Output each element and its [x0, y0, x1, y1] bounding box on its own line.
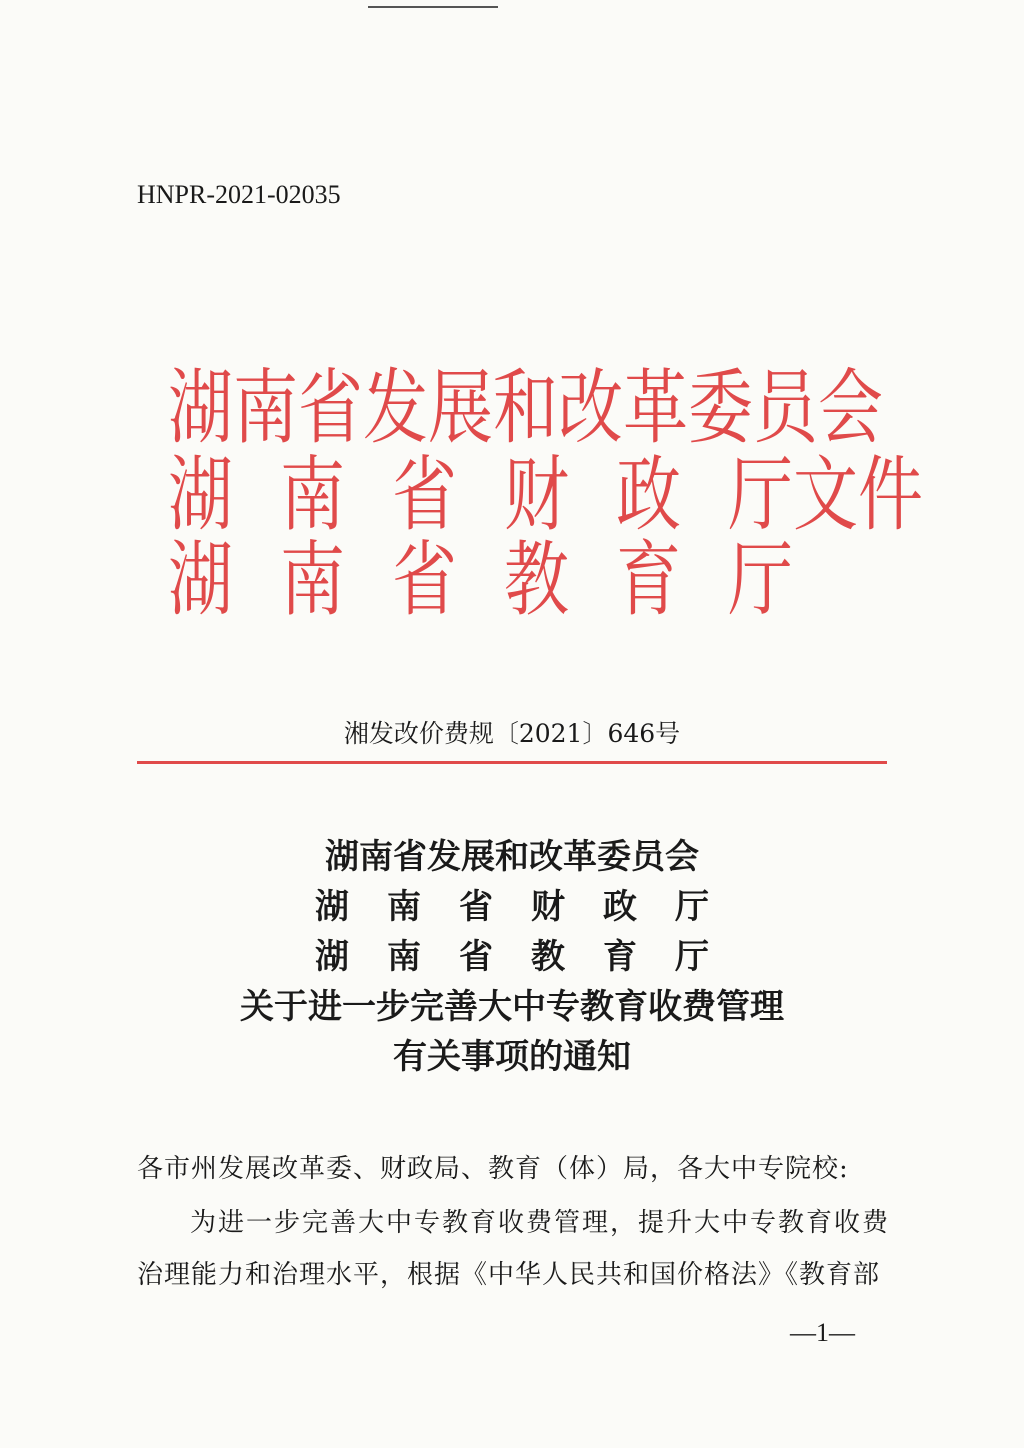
red-header-char: 厅文件	[728, 448, 924, 543]
red-header-char: 省	[392, 533, 458, 628]
red-header-char: 厅	[728, 533, 794, 628]
title-char: 南	[387, 937, 421, 977]
title-subject-1: 关于进一步完善大中专教育收费管理	[240, 987, 784, 1027]
red-header-char: 育	[616, 533, 682, 628]
title-char: 财	[531, 887, 565, 927]
title-issuer-3	[0, 932, 1024, 982]
title-char: 省	[459, 887, 493, 927]
red-header-char: 湖	[168, 533, 234, 628]
document-code: HNPR-2021-02035	[137, 180, 341, 209]
red-header-char: 南	[280, 533, 346, 628]
top-scan-mark	[368, 6, 498, 8]
red-header-char: 南	[280, 448, 346, 543]
title-char: 厅	[675, 887, 709, 927]
salutation: 各市州发展改革委、财政局、教育（体）局，各大中专院校:	[137, 1154, 849, 1184]
page-number: —1—	[790, 1318, 855, 1347]
red-divider-line	[137, 761, 887, 764]
red-header-char: 省	[392, 448, 458, 543]
title-char: 政	[603, 887, 637, 927]
title-issuer-1: 湖南省发展和改革委员会	[325, 837, 699, 877]
title-char: 南	[387, 887, 421, 927]
red-header-char: 政	[616, 448, 682, 543]
document-number: 湘发改价费规〔2021〕646号	[343, 719, 681, 748]
title-char: 省	[459, 937, 493, 977]
body-paragraph-line-2: 治理能力和治理水平，根据《中华人民共和国价格法》《教育部	[137, 1260, 881, 1290]
red-header-line-3	[168, 533, 794, 628]
red-header-line-1: 湖南省发展和改革委员会	[168, 361, 884, 456]
title-char: 育	[603, 937, 637, 977]
body-paragraph-line-1: 为进一步完善大中专教育收费管理，提升大中专教育收费	[190, 1208, 891, 1238]
title-char: 湖	[315, 887, 349, 927]
title-char: 厅	[675, 937, 709, 977]
red-header-line-2	[168, 448, 924, 543]
red-header-char: 财	[504, 448, 570, 543]
title-char: 教	[531, 937, 565, 977]
title-subject-2: 有关事项的通知	[393, 1037, 631, 1077]
title-char: 湖	[315, 937, 349, 977]
notice-title	[0, 832, 1024, 1082]
red-header-char: 教	[504, 533, 570, 628]
red-header-char: 湖	[168, 448, 234, 543]
title-issuer-2	[0, 882, 1024, 932]
